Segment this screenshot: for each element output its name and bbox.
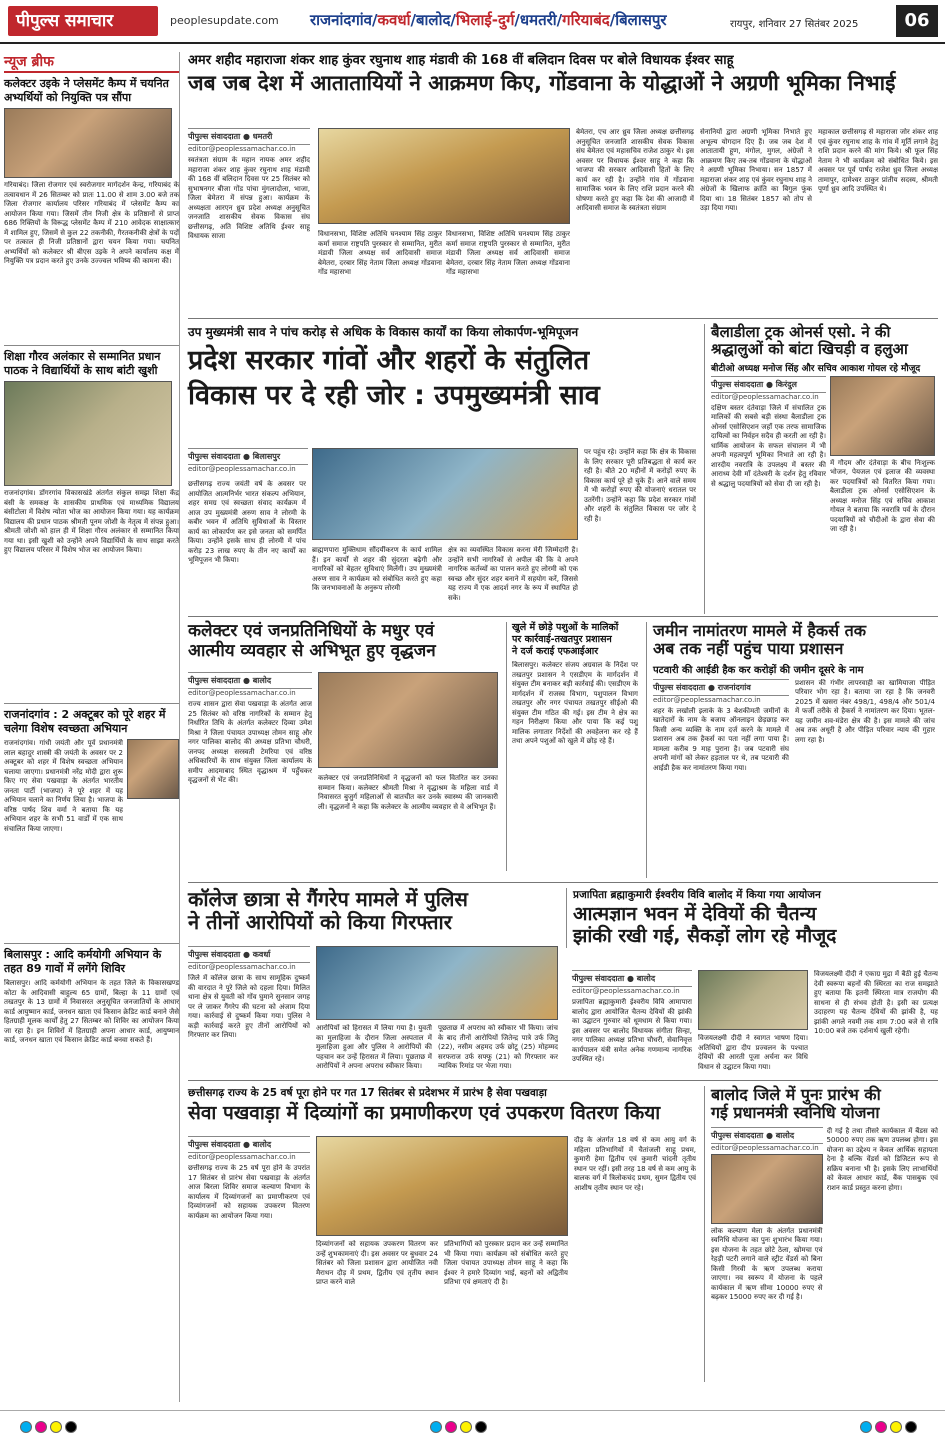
seva-body-3: प्रतिभागियों को पुरस्कार प्रदान कर उन्हें सम्मानित भी किया गया। कार्यक्रम को संबोधित करते हुए जिला पंचायत उपाध्यक्ष तोमन साहू ने कहा कि ईश्वर ने हमारे दिव्यांग भाई, बहनों को अद्वितीय प्रतिभा एवं क्षमताएं दी है। — [444, 1240, 568, 1286]
cattle-body: बिलासपुर। कलेक्टर संजय अग्रवाल के निर्देश पर तखतपुर प्रशासन ने एसडीएम के मार्गदर्शन में संयुक्त टीम बनाकर बड़ी कार्रवाई की। एसडीएम के मार्गदर्शन में राजस्व विभाग, पशुपालन विभाग तखतपुर और नगर पंचायत तखतपुर सीईओ की संयुक्त टीम गठित की गई। इस टीम ने क्षेत्र का गहन निरीक्षण किया और पाया कि कई पशु मालिक लगातार निर्देशों की अवहेलना कर रहे हैं तथा अपने पशुओं को खुले में छोड़ रहे हैं। — [512, 661, 638, 745]
city-f: गरियाबंद — [562, 11, 610, 29]
cmyk-marks-center — [430, 1421, 487, 1433]
college-headline-2: ने तीनों आरोपियों को किया गिरफ्तार — [188, 910, 452, 934]
brahma-headline-2: झांकी रखी गई, सैकड़ों लोग रहे मौजूद — [573, 924, 837, 947]
top-email: editor@peoplessamachar.co.in — [188, 145, 296, 153]
collector-body-1: राज्य शासन द्वारा सेवा पखवाड़ा के अंतर्गत आज 25 सितंबर को वरिष्ठ नागरिकों के सम्मान हेतु निर्धारित तिथि के अंतर्गत कलेक्टर दिव्या उमेश मिश्रा ने जिला पंचायत उपाध्यक्ष तोमन साहू और नगर पालिका बालोद की अध्यक्ष प्रतिभा चौधरी, जनपद अध्यक्ष सरस्वती टेमरिया एवं वरिष्ठ अधिकारियों के साथ संयुक्त जिला कार्यालय के समीप आदमाबाद स्थित वृद्धाश्रम में पहुँचकर वृद्धजनों से भेंट की। — [188, 700, 312, 784]
cyan-dot — [430, 1421, 442, 1433]
land-email: editor@peoplessamachar.co.in — [653, 695, 761, 704]
seva-byline-block — [188, 1136, 310, 1364]
balod-byline: पीपुल्स संवाददाता ● बालोद — [711, 1127, 823, 1144]
top-story — [188, 52, 938, 95]
brief-text-1: गरियाबंद। जिला रोजगार एवं स्वरोजगार मार्गदर्शन केन्द्र, गरियाबंद के तत्वावधान में 26 सितम्बर को प्रातः 11.00 से शाम 3.00 बजे तक जिला रोजगार कार्यालय परिसर गरियाबंद में प्लेसमेंट कैम्प का आयोजन किया गया। जिसमें तीन निजी क्षेत्र के प्रतिष्ठानों से प्राप्त 686 रिक्तियों के विरूद्ध प्लेसमेंट कैम्प में 210 आवेदक साक्षात्कार में शामिल हुए, जिसमें से कुल 22 तकनीकी, गैरतकनीकी क्षेत्रों के पदों पर तत्काल ही निजी प्रतिष्ठानों द्वारा चयन किया गया। चयनित अभ्यर्थियों को कलेक्टर श्री बीएस उइके ने अपने कार्यालय कक्ष में नियुक्ति पत्र प्रदान करते हुए उनके उज्ज्वल भविष्य की कामना की। — [4, 181, 179, 265]
balod-headline-2: गई प्रधानमंत्री स्वनिधि योजना — [711, 1103, 880, 1123]
brahma-email: editor@peoplessamachar.co.in — [572, 987, 680, 995]
mid-photo — [312, 448, 578, 540]
top-kicker: अमर शहीद महाराजा शंकर शाह कुंवर रघुनाथ शाह मंडावी की 168 वीं बलिदान दिवस पर बोले विधायक ईश्वर साहू — [188, 53, 734, 68]
land-byline: पीपुल्स संवाददाता ● राजनांदगांव — [653, 679, 789, 696]
mid-story — [188, 324, 696, 411]
cattle-headline-2: पर कार्रवाई-तखतपुर प्रशासन — [512, 634, 612, 645]
top-body-2b: विधानसभा, विशिष्ट अतिथि घनश्याम सिंह ठाकुर कर्मा समाज राष्ट्रपति पुरस्कार से सम्मानित, मुरीत मंडावी जिला अध्यक्ष सर्व आदिवासी समाज बेमेतरा, दरबार सिंह नेताम जिला अध्यक्ष गोंडवाना गोंड महासभा — [446, 230, 570, 276]
top-headline: जब जब देश में आतातायियों ने आक्रमण किए, गोंडवाना के योद्धाओं ने अग्रणी भूमिका निभाई — [188, 71, 896, 95]
brahma-byline: पीपुल्स संवाददाता ● बालोद — [572, 970, 692, 987]
black-dot — [475, 1421, 487, 1433]
mid-body-4: पर पहुंच रहे। उन्होंने कहा कि क्षेत्र के विकास के लिए सरकार पूरी प्रतिबद्धता से कार्य कर रही है। बीते 20 महीनों में करोड़ों रुपए के विकास कार्य पूरे हो चुके हैं। आने वाले समय में भी करोड़ों रुपए की योजनाएं धरातल पर उतरेंगी। उन्होंने कहा कि प्रदेश सरकार गांवों और शहरों के संतुलित विकास पर जोर दे रही है। — [584, 448, 696, 523]
brief-headline-4: बिलासपुर : आदि कर्मयोगी अभियान के तहत 89 गावों में लगेंगे शिविर — [4, 943, 179, 976]
land-headline-2: अब तक नहीं पहुंच पाया प्रशासन — [653, 639, 844, 659]
collector-headline-1: कलेक्टर एवं जनप्रतिनिधियों के मधुर एवं — [188, 621, 435, 641]
brahma-photo — [698, 970, 808, 1030]
balod-headline-1: बालोद जिले में पुनः प्रारंभ की — [711, 1085, 881, 1104]
brahma-headline-1: आत्मज्ञान भवन में देवियों की चैतन्य — [573, 903, 817, 925]
newspaper-logo: पीपुल्स समाचार — [8, 6, 158, 36]
black-dot — [65, 1421, 77, 1433]
college-headline-1: कॉलेज छात्रा से गैंगरेप मामले में पुलिस — [188, 887, 468, 911]
brief-headline-2: शिक्षा गौरव अलंकार से सम्मानित प्रधान पाठक ने विद्यार्थियों के साथ बांटी खुशी — [4, 345, 179, 378]
collector-body-2: कलेक्टर एवं जनप्रतिनिधियों ने वृद्धजनों को फल वितरित कर उनका सम्मान किया। कलेक्टर श्रीमती मिश्रा ने वृद्धाश्रम के महिला वार्ड में निवासरत बुजुर्ग महिलाओं से बातचीत कर उनके स्वास्थ्य की जानकारी ली। वृद्धजनों ने कहा कि कलेक्टर के आत्मीय व्यवहार से वे अभिभूत हैं। — [318, 774, 498, 811]
bailadila-photo — [830, 376, 935, 456]
person-photo — [127, 739, 179, 799]
mid-body-3: क्षेत्र का व्यवस्थित विकास करना मेरी जिम्मेदारी है। उन्होंने सभी नागरिकों से अपील की कि वे अपने नागरिक कर्तव्यों का पालन करते हुए लोरमी को एक स्वच्छ और सुंदर शहर बनाने में सहयोग करें, जिससे यह राज्य में एक आदर्श नगर के रूप में स्थापित हो सके। — [448, 546, 578, 602]
collector-email: editor@peoplessamachar.co.in — [188, 689, 296, 697]
top-body-2: विधानसभा, विशिष्ट अतिथि घनश्याम सिंह ठाकुर कर्मा समाज राष्ट्रपति पुरस्कार से सम्मानित, मुरीत मंडावी जिला अध्यक्ष सर्व आदिवासी समाज बेमेतरा, दरबार सिंह नेताम जिला अध्यक्ष गोंडवाना गोंड महासभा — [318, 230, 442, 276]
college-body-2: आरोपियों को हिरासत में लिया गया है। युवती का मुलाहिजा के दौरान जिला अस्पताल में मुलाहिजा हुआ और पुलिस ने आरोपियों की पहचान कर उन्हें हिरासत में लिया। पूछताछ में आरोपियों ने अपना अपराध स्वीकार किया। — [316, 1024, 432, 1070]
college-photo — [316, 946, 558, 1020]
mid-kicker: उप मुख्यमंत्री साव ने पांच करोड़ से अधिक के विकास कार्यों का किया लोकार्पण-भूमिपूजन — [188, 325, 579, 339]
mid-email: editor@peoplessamachar.co.in — [188, 465, 296, 473]
website-url: peoplesupdate.com — [170, 14, 279, 27]
yellow-dot — [890, 1421, 902, 1433]
mid-byline-block — [188, 448, 308, 473]
collector-story — [188, 622, 498, 661]
brief-photo-2 — [4, 381, 172, 486]
mid-headline-2: विकास पर दे रही जोर : उपमुख्यमंत्री साव — [188, 380, 600, 412]
cattle-headline-1: खुले में छोड़े पशुओं के मालिकों — [512, 622, 619, 633]
bailadila-email: editor@peoplessamachar.co.in — [711, 392, 819, 401]
bailadila-headline-1: बैलाडीला ट्रक ओनर्स एसो. ने की — [711, 323, 891, 341]
college-byline-block — [188, 946, 310, 1054]
city-c: /बालोद/ — [410, 11, 456, 29]
balod-story — [704, 1086, 938, 1382]
mid-body-2: ब्राह्मणपारा मुक्तिधाम सौंदर्यीकरण के कार्य शामिल हैं। इन कार्यों से शहर की सुंदरता बढ़ेगी और नागरिकों को बेहतर सुविधाएं मिलेंगी। उप मुख्यमंत्री अरुण साव ने कार्यक्रम को संबोधित करते हुए कहा कि जनभावनाओं के अनुरूप लोरमी — [312, 546, 442, 592]
brief-text-2: राजनांदगांव। डोंगरगांव विकासखंडे अंतर्गत संकुल समझ शिक्षा केंद्र बंसी के समकक्ष के शासकीय प्राथमिक एवं माध्यमिक विद्यालय बंसीटोला में विशेष न्योता भोज का आयोजन किया गया। यह कार्यक्रम विद्यालय की प्रधान पाठक श्रीमती पूनम जोशी के नेतृत्व में संपन्न हुआ। श्रीमती जोशी को हाल ही में शिक्षा गौरव अलंकार से सम्मानित किया गया था। इसी खुशी को उन्होंने अपने विद्यार्थियों के साथ साझा करते हुए विद्यालय परिसर में विशेष भोज का आयोजन किया। — [4, 489, 179, 554]
balod-email: editor@peoplessamachar.co.in — [711, 1143, 819, 1152]
top-body-1: स्वतंत्रता संग्राम के महान नायक अमर शहीद महाराजा शंकर शाह कुंवर रघुनाथ शाह मंडावी की 168 वीं बलिदान दिवस पर 25 सितंबर को सुभाषनगर बीजा गोंड पांचा मुंगलादोला, भाजा, जिला बेमेतरा में संपन्न हुआ। कार्यक्रम के अध्यक्षता आरएन ध्रुव प्रदेश अध्यक्ष अनुसूचित जनजाति शासकीय सेवक विकास संघ छत्तीसगढ़, अति विशिष्ट अतिथि ईश्वर साहू विधायक साजा — [188, 156, 310, 240]
bailadila-story — [704, 324, 938, 614]
top-body-3: बेमेतरा, एच आर ध्रुव जिला अध्यक्ष छत्तीसगढ़ अनुसूचित जनजाति शासकीय सेवक विकास संघ बेमेतरा एवं महासचिव राजेश ठाकुर थे। इस अवसर पर विधायक ईश्वर साहू ने कहा कि भाजपा की सरकार आदिवासी हितों के लिए कार्य कर रही है। उन्होंने गांव में गोंडवाना सामाजिक भवन के लिए राशि प्रदान करने की घोषणा करते हुए कहा कि देश की आजादी में आदिवासी समाज के स्वतंत्रता संग्राम — [576, 128, 694, 212]
collector-headline-2: आत्मीय व्यवहार से अभिभूत हुए वृद्धजन — [188, 640, 436, 661]
bailadila-headline-2: श्रद्धालुओं को बांटा खिचड़ी व हलुआ — [711, 340, 908, 359]
brief-photo-1 — [4, 108, 172, 178]
cyan-dot — [20, 1421, 32, 1433]
balod-body-1: लोक कल्याण मेला के अंतर्गत प्रधानमंत्री स्वनिधि योजना का पुनः शुभारंभ किया गया। इस योजना के तहत छोटे ठेला, खोमचा एवं रेहड़ी पटरी लगाने वाले स्ट्रीट वेंडर्स को बिना किसी गिरवी के ऋण उपलब्ध कराया जाएगा। नव स्वरूप में योजना के पहले कार्यकाल में ऋण सीमा 10000 रुपए से बढ़कर 15000 रुपए कर दी गई है। — [711, 1226, 823, 1302]
print-footer — [0, 1410, 945, 1445]
brief-headline-1: कलेक्टर उइके ने प्लेसमेंट कैम्प में चयनित अभ्यर्थियों को नियुक्ति पत्र सौंपा — [4, 77, 169, 104]
cmyk-marks-left — [20, 1421, 77, 1433]
land-body-2: प्रशासन की गंभीर लापरवाही का खामियाजा पीड़ित परिवार भोग रहा है। बताया जा रहा है कि जनवरी 2025 में खसरा नंबर 498/1, 498/4 और 501/4 में फर्जी तरीके से हैकर्स ने नामांतरण कर दिया। भूतल- यह जमीन शव-मंडेरा क्षेत्र की है। इस मामले की जांच अब तक अधूरी है और पीड़ित परिवार न्याय की गुहार लगा रहा है। — [795, 678, 935, 744]
brahmakumari-story — [566, 888, 938, 948]
city-a: राजनांदगांव/ — [310, 11, 378, 29]
masthead — [0, 0, 945, 44]
top-byline: पीपुल्स संवाददाता ● धमतरी — [188, 128, 310, 145]
edition-date: रायपुर, शनिवार 27 सितंबर 2025 — [730, 19, 859, 30]
top-photo — [318, 128, 570, 224]
seva-byline: पीपुल्स संवाददाता ● बालोद — [188, 1136, 310, 1153]
brief-text-4: बिलासपुर। आदि कर्मयोगी अभियान के तहत जिले के विकासखण्ड कोटा के आदिवासी बाहुल्य 65 ग्रामों, बिल्हा के 11 ग्रामों एवं तखतपुर के 13 ग्रामों में निवासरत अनुसूचित जनजातियों के आधार कार्ड आयुष्मान कार्ड, जनधन खाता एवं किसान क्रेडिट कार्ड बनाने जैसे हितग्राही मूलक कार्यों हेतु 27 सितम्बर को शिविर का आयोजन किया जा रहा है। इन शिविरों में हितग्राही अपना आधार कार्ड, आयुष्मान कार्ड, जनधन खाता एवं किसान क्रेडिट कार्ड बनवा सकते हैं। — [4, 979, 179, 1044]
cmyk-marks-right — [860, 1421, 917, 1433]
bailadila-subhead: बीटीओ अध्यक्ष मनोज सिंह और सचिव आकाश गोयल रहे मौजूद — [711, 363, 921, 374]
brahma-byline-block — [572, 970, 692, 1068]
magenta-dot — [35, 1421, 47, 1433]
collector-photo — [318, 672, 498, 768]
seva-email: editor@peoplessamachar.co.in — [188, 1153, 296, 1161]
divider — [188, 616, 938, 617]
mid-byline: पीपुल्स संवाददाता ● बिलासपुर — [188, 448, 308, 465]
college-email: editor@peoplessamachar.co.in — [188, 963, 296, 971]
balod-body-2: दी गई है तथा तीसरे कार्यकाल में बैंडस को 50000 रुपए तक ऋण उपलब्ध होगा। इस योजना का उद्देश्य न केवल आर्थिक सहायता देना है बल्कि वेंडर्स को डिजिटल रूप से सक्रिय बनाना भी है। इसके लिए लाभार्थियों को केवल आधार कार्ड, बैंक पासबुक एवं राशन कार्ड प्रस्तुत करना होगा। — [826, 1126, 938, 1192]
black-dot — [905, 1421, 917, 1433]
land-subhead: पटवारी की आईडी हैक कर करोड़ों की जमीन दूसरे के नाम — [653, 664, 864, 676]
seva-body-4: दौड़ के अंतर्गत 18 वर्ष से कम आयु वर्ग के महिला प्रतिभागियों में चैतांजली साहू प्रथम, कुमारी हेमा द्वितीय एवं कुमारी चांदनी तृतीय स्थान पर रहीं। इसी तरह 18 वर्ष से कम आयु के बालक वर्ग में त्रिलोकचंद प्रथम, सुमन द्वितीय एवं आशीष तृतीय स्थान पर रहे। — [574, 1136, 696, 1192]
balod-photo — [711, 1154, 823, 1224]
magenta-dot — [445, 1421, 457, 1433]
city-b: कवर्धा — [377, 11, 411, 29]
city-g: /बिलासपुर — [609, 11, 667, 29]
mid-body-1: छत्तीसगढ़ राज्य जयंती वर्ष के अवसर पर आयोजित आत्मनिर्भर भारत संकल्प अभियान, शहर समग्र एवं स्वच्छता संवाद कार्यक्रम में आज उप मुख्यमंत्री अरुण साव ने लोरमी के कबीर भवन में अतिथि सुविधाओं के विस्तार कार्य का लोकार्पण कर इसे जनता को समर्पित किया। उन्होंने इसके साथ ही लोरमी में पांच करोड़ 23 लाख रुपए के तीन नए कार्यों का भूमिपूजन भी किया। — [188, 480, 306, 564]
college-body-1: जिले में कॉलेज छात्रा के साथ सामूहिक दुष्कर्म की वारदात ने पूरे जिले को दहला दिया। मिलित थाना क्षेत्र से युवती को गोंव घुमाने सुनसान जगह पर ले जाकर गैंगरेप की घटना को अंजाम दिया गया। कार्रवाई से दुष्कर्म किया गया। पुलिस ने कड़ी कार्रवाई करते हुए तीनों आरोपियों को गिरफ्तार कर लिया। — [188, 974, 310, 1039]
magenta-dot — [875, 1421, 887, 1433]
brahma-body-1: प्रजापिता ब्रह्माकुमारी ईश्वरीय विवि आमापारा बालोद द्वारा आयोजित चैतन्य देवियों की झांकी का उद्घाटन गुरुवार को धूमधाम से किया गया। इस अवसर पर बालोद विधायक संगीता सिन्हा, नगर पालिका अध्यक्ष प्रतिभा चौधरी, सेवानिवृत्त कार्यपालन यंत्री समेत अनेक गणमान्य नागरिक उपस्थित रहे। — [572, 998, 692, 1063]
seva-body-1: छत्तीसगढ़ राज्य के 25 वर्ष पूरा होने के उपरांत 17 सितंबर से प्रारंभ सेवा पखवाड़ा के अंतर्गत आज बिरला शिविर समाज कल्याण विभाग के कार्यालय में दिव्यांगजनों का प्रमाणीकरण एवं दिव्यांगजनों को सहायक उपकरण वितरण कार्यक्रम का आयोजन किया गया। — [188, 1164, 310, 1220]
brief-header: न्यूज ब्रीफ — [4, 52, 179, 73]
edition-cities — [310, 10, 667, 30]
college-body-3: पूछताछ में अपराध को स्वीकार भी किया। जांच के बाद तीनों आरोपियों जितेन्द्र पात्रे उर्फ जितु (22), नसीम अहमद उर्फ छोटू (25) मोहम्मद सरफराज उर्फ सफ्फू (21) को गिरफ्तार कर न्यायिक रिमांड पर भेजा गया। — [438, 1024, 558, 1070]
collector-byline-block — [188, 672, 312, 880]
city-e: /धमतरी/ — [514, 11, 563, 29]
seva-kicker: छत्तीसगढ़ राज्य के 25 वर्ष पूरा होने पर गत 17 सितंबर से प्रदेशभर में प्रारंभ है सेवा पखवाड़ा — [188, 1087, 547, 1099]
college-byline: पीपुल्स संवाददाता ● कवर्धा — [188, 946, 310, 963]
bailadila-body-1: दक्षिण बस्तर दंतेवाड़ा जिले में संचालित ट्रक मालिकों की सबसे बड़ी संस्था बैलाडीला ट्रक ओनर्स एसोसिएशन जहाँ एक तरफ सामाजिक दायित्वों का निर्वहन सदैव ही करती आ रही है। धार्मिक आयोजन के सफल संचालन में भी अपनी महत्वपूर्ण भूमिका निभाते आ रही है। शारदीय नवरात्रि के उपलक्ष्य में बस्तर की आराध्य देवी माँ दंतेश्वरी के दर्शन हेतु रविवार से श्रद्धालु पदयात्रियों को सेवा दी जा रही है। — [711, 403, 826, 488]
page-number: 06 — [896, 5, 938, 37]
brahma-body-2: विजयलक्ष्मी दीदी ने स्वागत भाषण दिया। अतिथियों द्वारा दीप प्रज्वलन के पश्चात देवियों की आरती पूजा अर्चना कर विधि विधान से उद्घाटन किया गया। — [698, 1034, 808, 1071]
college-story — [188, 888, 558, 934]
cyan-dot — [860, 1421, 872, 1433]
divider — [188, 1080, 938, 1081]
seva-photo — [316, 1136, 568, 1236]
bailadila-byline: पीपुल्स संवाददाता ● किरंदुल — [711, 376, 826, 393]
divider — [188, 318, 938, 319]
brief-headline-3: राजनांदगांव : 2 अक्टूबर को पूरे शहर में चलेगा विशेष स्वच्छता अभियान — [4, 703, 179, 736]
bailadila-body-2: में गौदम और दंतेवाड़ा के बीच निःशुल्क भोजन, पेयजल एवं इलाज की व्यवस्था कर पदयात्रियों को वितरित किया गया। बैलाडीला ट्रक ओनर्स एसोसिएशन के अध्यक्ष मनोज सिंह एवं सचिव आकाश गोयल ने बताया कि नवरात्रि पर्व के दौरान पदयात्रियों को चौदीओं के द्वारा सेवा की जा रही है। — [830, 458, 935, 533]
divider — [188, 882, 938, 883]
city-d: भिलाई-दुर्ग — [455, 11, 515, 29]
land-headline-1: जमीन नामांतरण मामले में हैकर्स तक — [653, 621, 866, 640]
seva-body-2: दिव्यांगजनों को सहायक उपकरण वितरण कर उन्हें शुभकामनाएं दी। इस अवसर पर बुधवार 24 सितंबर को जिला प्रशासन द्वारा आयोजित नवी मैराथन दौड़ में प्रथम, द्वितीय एवं तृतीय स्थान प्राप्त करने वाले — [316, 1240, 438, 1286]
land-story — [646, 622, 938, 878]
mid-headline-1: प्रदेश सरकार गांवों और शहरों के संतुलित — [188, 345, 590, 376]
brahma-kicker: प्रजापिता ब्रह्माकुमारी ईश्वरीय विवि बालोद में किया गया आयोजन — [573, 889, 821, 901]
top-body-4: सेनानियों द्वारा अग्रणी भूमिका निभाते हुए अभूल्य योगदान दिए हैं। जब जब देश में आतातायी हूण, मंगोल, मुगल, अंग्रेजों ने आक्रमण किए तब-तब गोंडवाना के योद्धाओं ने अग्रणी भूमिका निभाया। सन 1857 में महाराजा शंकर शाह एवं कुंवर रघुनाथ शाह ने अंग्रेजों के खिलाफ क्रांति का बिगुल फूंक दिया था। 18 सितंबर 1857 को तोप से उड़ा दिया गया। — [700, 128, 812, 212]
yellow-dot — [50, 1421, 62, 1433]
yellow-dot — [460, 1421, 472, 1433]
cattle-headline-3: ने दर्ज कराई एफआईआर — [512, 646, 599, 657]
seva-headline: सेवा पखवाड़ा में दिव्यांगों का प्रमाणीकरण एवं उपकरण वितरण किया — [188, 1102, 661, 1124]
land-body-1: शहर के लखोली इलाके के 3 बेशकीमती जमीनों के खातेदारों के नाम के बजाय ऑनलाइन छेड़छाड़ कर किसी अन्य व्यक्ति के नाम दर्ज करने के मामले में प्रशासन अब तक हैकर्स का पता नहीं लगा पाया है। मामला करीब 9 माह पुराना है। जब पटवारी संघ अपनी मांगों को लेकर हड़ताल पर थे, तब पटवारी की आईडी हैक कर नामांतरण किया गया। — [653, 706, 789, 772]
top-body-5: महाकाल छत्तीसगढ़ से महाराजा जोर शंकर शाह एवं कुंवर रघुनाथ शाह के गांव में मूर्ति लगाने हेतु राशि प्रदान करने की मांग किये। श्री फूल सिंह नेताम ने भी कार्यक्रम को संबोधित किये। इस अवसर पर पूर्व पार्षद राजेश ध्रुव जिला अध्यक्ष तामापुर, दामेश्वर ठाकुर प्रांतीय सदस्य, श्रीमती पूर्णा ध्रुव आदि उपस्थित थे। — [818, 128, 938, 193]
collector-byline: पीपुल्स संवाददाता ● बालोद — [188, 672, 312, 689]
seva-story — [188, 1086, 696, 1125]
news-brief-column — [4, 52, 180, 1402]
brahma-body-3: विजयलक्ष्मी दीदी ने एकाग्र मुद्रा में बैठी हुई चैतन्य देवी स्वरूपा बहनों की स्थिरता का राज समझाते हुए बताया कि इतनी स्थिरता मात्र राजयोग की साधना से ही संभव होती है। इसी का प्रत्यक्ष उदाहरण यह चैतन्य देवियों की झांकी है, यह झांकी अगले नवमी तक शाम 7:00 बजे से रात्रि 10:00 बजे तक दर्शनार्थ खुली रहेगी। — [814, 970, 938, 1035]
top-byline-block — [188, 128, 310, 321]
cattle-story — [506, 622, 638, 871]
brief-text-3: राजनांदगांव। गांधी जयंती और पूर्व प्रधानमंत्री लाल बहादुर शास्त्री की जयंती के अवसर पर 2 अक्टूबर को शहर में विशेष स्वच्छता अभियान चलाया जाएगा। प्रधानमंत्री नरेंद्र मोदी द्वारा शुरू किए गए सेवा पखवाड़ा के अंतर्गत भारतीय जनता पार्टी (भाजपा) ने पूरे शहर में यह अभियान चलाने का निर्णय लिया है। भाजपा के वरिष्ठ पार्षद शिव वर्मा ने बताया कि यह अभियान शहर के सभी 51 वार्डों में एक साथ संचालित किया जाएगा। — [4, 739, 123, 833]
